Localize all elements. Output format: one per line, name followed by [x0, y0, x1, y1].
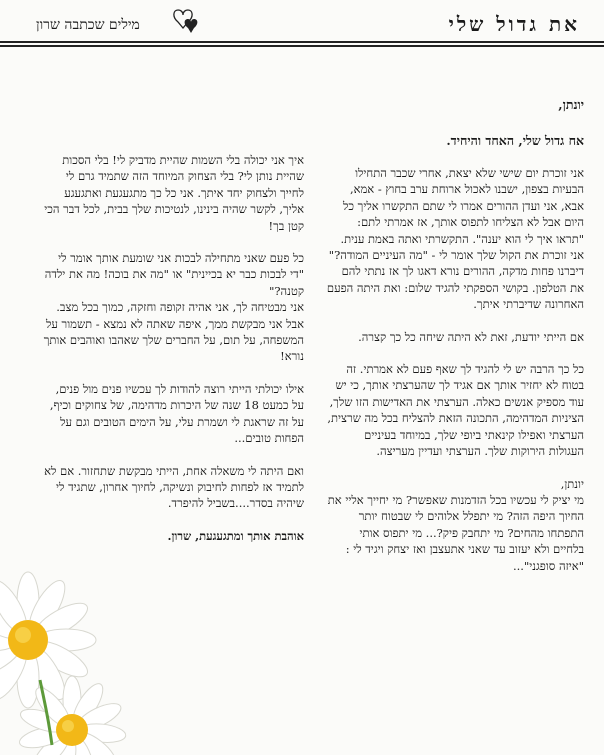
page-title: את גדול שלי — [448, 12, 580, 36]
heart-icon — [170, 6, 204, 36]
paragraph: מי יציק לי עכשיו בכל הזדמנות שאפשר? מי יחייך אליי את החיוך היפה הזה? מי יתפלל אלוהים לי שבטוח יותר התפתחו מהחים? מי יתחבק פיק?... מי יתפוס אותי בלחיים ולא יעזוב עד שאני אתעצבן ואז יצחק ויגיד לי : "איזה סופגני"... — [327, 492, 584, 573]
subtitle: אח גדול שלי, האחד והיחיד. — [446, 133, 584, 148]
header-rule-secondary — [0, 45, 604, 47]
left-column — [42, 152, 304, 560]
paragraph: כל כך הרבה יש לי להגיד לך שאף פעם לא אמרתי. זה בטוח לא יחזיר אותך אם אגיד לך שהערצתי אותך, כי יש עוד מספיק אנשים כאלה. הערצתי את האדישות הזו שלך, הציניות המדהימה, התכונה הזאת להצליח בכל מה שרצית, הערצתי ואפילו קינאתי ביופי שלך, במיוחד בעיניים העגולות הירוקות שלך. הערצתי ועדיין מעריצה. — [327, 362, 584, 459]
signature: אוהבת אותך ומתגעגעת, שרון. — [167, 528, 304, 543]
paragraph: אני מבטיחה לך, אני אהיה זקופה וחזקה, כמוך בכל מצב. אבל אני מבקשת ממך, איפה שאתה לא נמצא - תשמור על המשפחה, על תום, על החברים שלך שאהבו ואוהבים אותך נורא! — [43, 300, 304, 364]
daisy-flowers-illustration — [0, 570, 150, 755]
paragraph: אם הייתי יודעת, זאת לא היתה שיחה כל כך קצרה. — [358, 329, 584, 344]
paragraph: כל פעם שאני מתחילה לבכות אני שומעת אותך אומר לי "די לבכות כבר יא בכיינית" או "מה את בוכה! מה את ילדה קטנה?" — [44, 251, 304, 298]
paragraph: איך אני יכולה בלי השמות שהיית מדביק לי! בלי הסכות שהיית נותן לי? בלי הצחוק המיוחד הזה שתמיד גרם לי לחייך ולצחוק יחד איתך. אני כל כך מתגעגעת ואתגעגע אליך, לקשר שהיה בינינו, לנטיכות שלך בבית, לכל דבר הכי קטן בך! — [44, 153, 304, 233]
greeting: יונתן, — [558, 97, 584, 112]
header — [0, 0, 604, 46]
byline: מילים שכתבה שרון — [36, 17, 140, 33]
paragraph: יונתן, — [560, 476, 584, 491]
header-rule — [0, 41, 604, 43]
paragraph: ואם היתה לי משאלה אחת, הייתי מבקשת שתחזור. אם לא לתמיד אז לפחות לחיבוק ונשיקה, לחיוך אחרון, שתגיד לי שיהיה בסדר....בשביל להיפרד. — [44, 463, 304, 511]
right-column — [326, 165, 584, 590]
paragraph: אני זוכרת יום שישי שלא יצאת, אחרי שכבר התחילו הבעיות בצפון, ישבנו לאכול ארוחת ערב בחוץ - אמא, אבא, אני ועדן ההורים אמרו לי שתם התקשרו אליך כל היום אבל לא הצליחו לתפוס אותך, אז אמרתי לתם: "תראו איך לי הוא יענה". התקשרתי ואתה באמת ענית. אני זוכרת את הקול שלך אומר לי - "מה העיניים המודה?" דיברנו פחות מדקה, ההורים נורא דאגו לך אז נתתי להם את הטלפון. בקושי הספקתי להגיד שלום: ואת היתה הפעם האחרונה שדיברתי איתך. — [326, 166, 584, 312]
paragraph: אילו יכולתי הייתי רוצה להודות לך עכשיו פנים מול פנים, על כמעט 18 שנה של היכרות מדהימה, של צחוקים וכיף, על זה שראגת לי ושמרת עלי, על הימים הטובים וגם על הפחות טובים... — [49, 381, 304, 446]
